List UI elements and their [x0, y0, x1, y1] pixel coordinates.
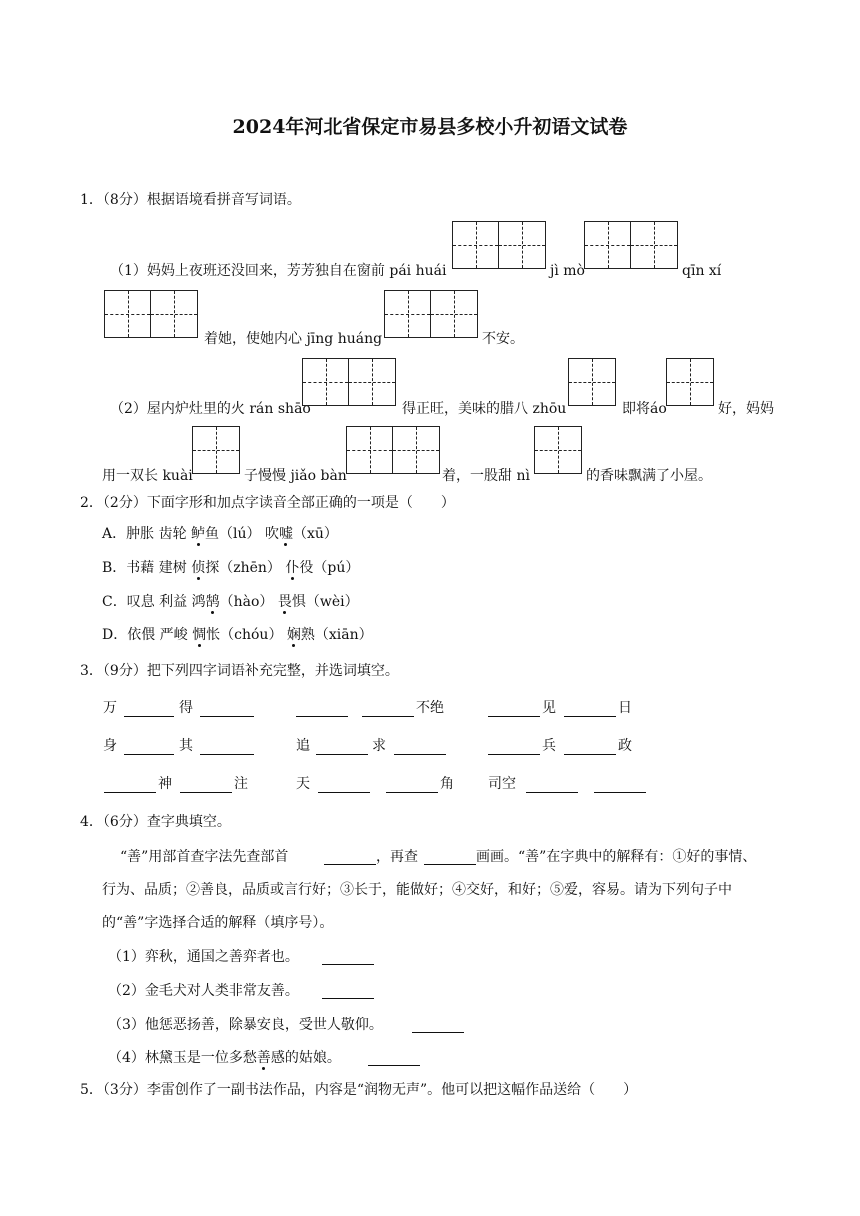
q1-p2-text-a: （2）屋内炉灶里的火 rán shāo — [110, 401, 311, 417]
fill-blank[interactable] — [362, 716, 414, 717]
fill-blank[interactable] — [200, 754, 254, 755]
q4-stem: 4．（6分）查字典填空。 — [80, 814, 231, 830]
fill-blank[interactable] — [564, 716, 616, 717]
fill-blank[interactable] — [104, 792, 156, 793]
fill-blank[interactable] — [318, 792, 370, 793]
q3-char: 身 — [103, 738, 117, 754]
fill-blank[interactable] — [324, 864, 376, 865]
q3-char: 得 — [179, 700, 193, 716]
q4-sentence-1: （1）弈秋，通国之善弈者也。 — [108, 949, 299, 965]
fill-blank[interactable] — [296, 716, 348, 717]
answer-grid-1[interactable] — [534, 426, 582, 474]
fill-blank[interactable] — [394, 754, 446, 755]
q2-option-d[interactable]: D．依偎 严峻 惆怅（chóu） 娴熟（xiān） — [102, 627, 373, 643]
q4-line-3: 的“善”字选择合适的解释（填序号）。 — [102, 915, 334, 931]
q2-option-c[interactable]: C．叹息 利益 鸿鹄（hào） 畏惧（wèi） — [102, 594, 359, 610]
q3-char: 求 — [372, 738, 386, 754]
q3-stem: 3．（9分）把下列四字词语补充完整，并选词填空。 — [80, 663, 399, 679]
q3-char: 注 — [234, 776, 248, 792]
q4-line-2: 行为、品质；②善良，品质或言行好；③长于，能做好；④交好，和好；⑤爱，容易。请为下列句子中 — [102, 882, 732, 898]
q1-p1-text-c: qīn xí — [682, 263, 722, 279]
fill-blank[interactable] — [368, 1065, 420, 1066]
q1-p2-text-b: 得正旺，美味的腊八 zhōu — [402, 401, 567, 417]
answer-grid-2[interactable] — [302, 358, 396, 406]
fill-blank[interactable] — [386, 792, 438, 793]
answer-grid-2[interactable] — [104, 290, 198, 338]
page-title: 2024年河北省保定市易县多校小升初语文试卷 — [232, 116, 628, 138]
fill-blank[interactable] — [488, 716, 540, 717]
q1-p2-text-f: 子慢慢 jiǎo bàn — [244, 468, 347, 484]
q3-char: 其 — [179, 738, 193, 754]
answer-grid-1[interactable] — [568, 358, 616, 406]
fill-blank[interactable] — [124, 716, 174, 717]
q3-char: 万 — [103, 700, 117, 716]
fill-blank[interactable] — [316, 754, 368, 755]
q4-line-1a: “善”用部首查字法先查部首 — [120, 849, 289, 865]
q2-option-a[interactable]: A．肿胀 齿轮 鲈鱼（lú） 吹嘘（xū） — [102, 526, 338, 542]
fill-blank[interactable] — [322, 998, 374, 999]
q1-p2-text-h: 的香味飘满了小屋。 — [586, 468, 712, 484]
fill-blank[interactable] — [594, 792, 646, 793]
q2-option-b[interactable]: B．书藉 建树 侦探（zhēn） 仆役（pú） — [102, 560, 360, 576]
q1-p2-text-c: 即将áo — [622, 401, 667, 417]
answer-grid-1[interactable] — [666, 358, 714, 406]
fill-blank[interactable] — [412, 1032, 464, 1033]
q3-char: 政 — [618, 738, 632, 754]
q4-line-1b: ，再查 — [376, 849, 418, 865]
fill-blank[interactable] — [200, 716, 254, 717]
q1-p1-text-e: 不安。 — [482, 331, 524, 347]
q3-char: 天 — [296, 776, 310, 792]
fill-blank[interactable] — [564, 754, 616, 755]
q1-p2-text-d: 好，妈妈 — [718, 401, 774, 417]
q1-p1-text-b: jì mò — [550, 263, 585, 279]
answer-grid-2[interactable] — [452, 221, 546, 269]
q4-sentence-3: （3）他惩恶扬善，除暴安良，受世人敬仰。 — [108, 1017, 383, 1033]
q3-char: 追 — [296, 738, 310, 754]
q5-stem: 5．（3分）李雷创作了一副书法作品，内容是“润物无声”。他可以把这幅作品送给（ ） — [80, 1082, 638, 1098]
answer-grid-2[interactable] — [346, 426, 440, 474]
q3-char: 不绝 — [416, 700, 444, 716]
fill-blank[interactable] — [488, 754, 540, 755]
q3-char: 见 — [542, 700, 556, 716]
fill-blank[interactable] — [322, 964, 374, 965]
fill-blank[interactable] — [526, 792, 578, 793]
answer-grid-2[interactable] — [384, 290, 478, 338]
fill-blank[interactable] — [180, 792, 232, 793]
q1-p1-text-a: （1）妈妈上夜班还没回来，芳芳独自在窗前 pái huái — [110, 263, 447, 279]
answer-grid-2[interactable] — [584, 221, 678, 269]
q1-p2-text-e: 用一双长 kuài — [102, 468, 193, 484]
q1-p2-text-g: 着，一股甜 nì — [442, 468, 530, 484]
q1-stem: 1．（8分）根据语境看拼音写词语。 — [80, 192, 301, 208]
q3-char: 司空 — [488, 776, 516, 792]
fill-blank[interactable] — [424, 864, 476, 865]
q3-char: 兵 — [542, 738, 556, 754]
q3-char: 角 — [440, 776, 454, 792]
q4-sentence-4: （4）林黛玉是一位多愁善感的姑娘。 — [108, 1050, 341, 1066]
q3-char: 神 — [158, 776, 172, 792]
fill-blank[interactable] — [124, 754, 174, 755]
q3-char: 日 — [618, 700, 632, 716]
q4-line-1c: 画画。“善”在字典中的解释有：①好的事情、 — [476, 849, 757, 865]
q1-p1-text-d: 着她，使她内心 jīng huáng — [204, 331, 383, 347]
q4-sentence-2: （2）金毛犬对人类非常友善。 — [108, 983, 299, 999]
q2-stem: 2．（2分）下面字形和加点字读音全部正确的一项是（ ） — [80, 495, 455, 511]
answer-grid-1[interactable] — [192, 426, 240, 474]
